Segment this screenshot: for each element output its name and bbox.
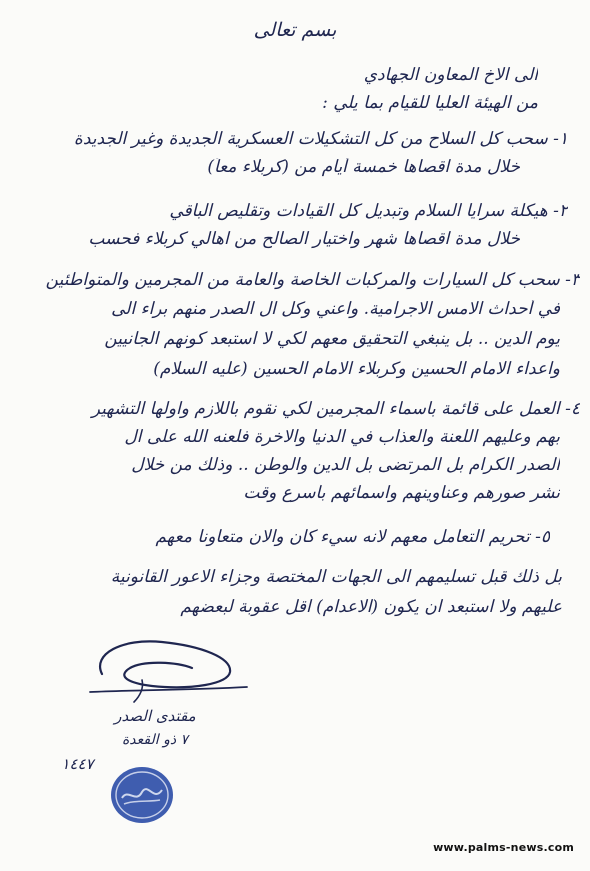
- signature-date: ٧ ذو القعدة: [121, 732, 189, 748]
- source-watermark: www.palms-news.com: [433, 841, 574, 854]
- recipient-line: الى الاخ المعاون الجهادي: [363, 66, 538, 85]
- item-4-line-4: نشر صورهم وعناوينهم واسمائهم بأسرع وقت: [243, 484, 560, 503]
- item-4-line-3: الصدر الكرام بل المرتضى بل الدين والوطن .. وذلك من خلال: [131, 456, 560, 475]
- signature-year: ١٤٤٧: [61, 756, 94, 773]
- item-3-line-3: يوم الدين .. بل ينبغي التحقيق معهم لكي لا استبعد كونهم الجانيين: [104, 330, 560, 349]
- item-4-line-1: ٤- العمل على قائمة باسماء المجرمين لكي نقوم باللازم واولها التشهير: [91, 400, 580, 419]
- item-1-line-2: خلال مدة اقصاها خمسة أيام من (كربلاء معاً): [207, 158, 520, 177]
- item-3-line-2: في أحداث الامس الاجرامية. واعني وكل آل الصدر منهم براء الى: [111, 300, 560, 319]
- item-1-line-1: ١- سحب كل السلاح من كل التشكيلات العسكرية الجديدة وغير الجديدة: [73, 130, 568, 149]
- item-3-line-1: ٣- سحب كل السيارات والمركبات الخاصة والعامة من المجرمين والمتواطئين: [45, 271, 580, 290]
- item-2-line-2: خلال مدة اقصاها شهر واختيار الصالح من اهالي كربلاء فحسب: [88, 230, 520, 249]
- blue-seal-stamp: [108, 764, 176, 826]
- handwritten-signature: [82, 632, 252, 707]
- closing-line-2: عليهم ولا استبعد ان يكون (الاعدام) اقل عقوبة لبعضهم: [180, 598, 562, 617]
- signature-name: مقتدى الصدر: [114, 708, 196, 725]
- item-5-line-1: ٥- تحريم التعامل معهم لانه سيء كان والان متعاونا معهم: [155, 528, 550, 547]
- item-3-line-4: واعداء الامام الحسين وكربلاء الامام الحسين (عليه السلام): [153, 360, 560, 379]
- sender-line: من الهيئة العليا للقيام بما يلي :: [322, 94, 538, 113]
- letter-heading: بسم تعالى: [253, 20, 337, 41]
- closing-line-1: بل ذلك قبل تسليمهم الى الجهات المختصة وجزاء الاعور القانونية: [110, 568, 562, 587]
- item-2-line-1: ٢- هيكلة سرايا السلام وتبديل كل القيادات وتقليص الباقي: [169, 202, 568, 221]
- item-4-line-2: بهم وعليهم اللعنة والعذاب في الدنيا والاخرة فلعنه الله على آل: [124, 428, 560, 447]
